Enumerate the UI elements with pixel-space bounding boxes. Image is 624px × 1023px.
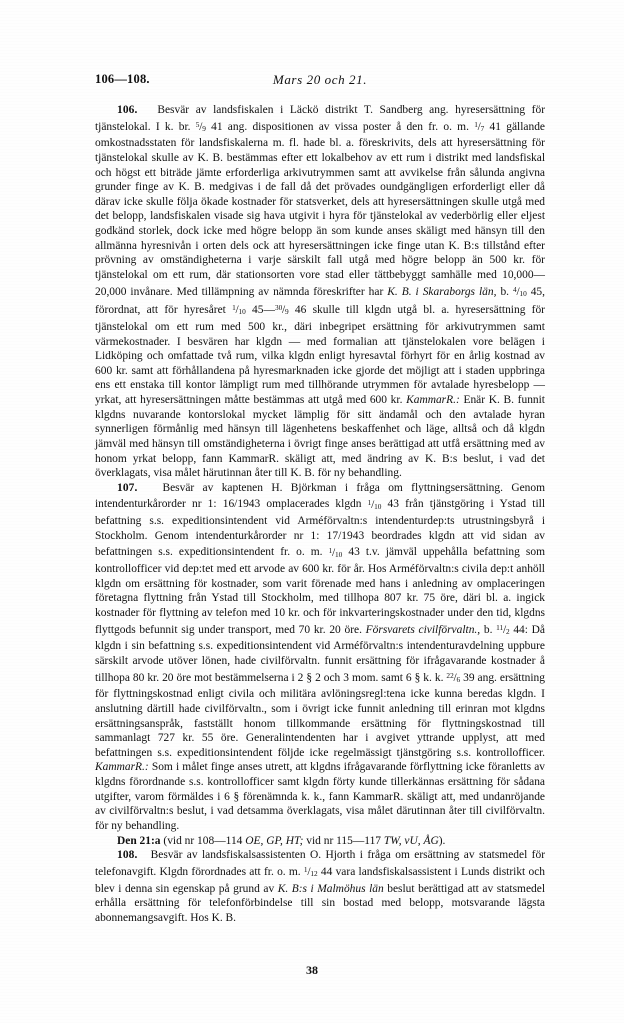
running-head-date: Mars 20 och 21. — [272, 72, 368, 87]
entry-number-106: 106. — [117, 104, 138, 116]
entry-106-text-8: Enär K. B. funnit klgdns nuvarande kontorslokal mycket lämplig för sitt ändamål och den avtalade hyran synnerligen förmånlig med hänsyn till lägenhetens beskaffenhet och läge, alltså och då klgdn jämväl med hänsyn till omständigheterna i övrigt finge anses berättigad att utfå ersättning med av honom yrkat belopp, fann KammarR. skäligt att, med ändring av K. B:s beslut, i vad det överklagats, visa målet härutinnan åter till K. B. för ny behandling. — [95, 394, 545, 480]
session-text-1: (vid nr 108—114 — [160, 834, 246, 847]
entry-107-text-5: 44: Då klgdn i sin befattning s.s. expeditionsintendent vid Arméförvaltn:s intendenturavdelning uppbure särskilt arvode utöver lönen, hade civilförvaltn. funnit ersättning för ifrågavarande kostnader å tillhopa 80 kr. 20 öre mot bestämmelserna i 2 § 2 och 3 mom. samt 6 § k. k. — [95, 623, 545, 684]
entry-107-authority-1: Försvarets civilförvaltn., — [365, 623, 481, 636]
entry-107-court-label: KammarR.: — [95, 761, 149, 774]
entry-107-text-4: b. — [480, 623, 497, 636]
session-text-3: ). — [438, 834, 446, 847]
entry-106-text-7: 46 skulle till klgdn utgå bl. a. hyresersättning för tjänstelokal om ett rum med 500 kr., däri inbegripet ersättning för arkivutrymmen samt värmekostnader. I besvären har klgdn — med formalian att tjänstelokalen vore belägen i Lidköping och omfattade två rum, vilka klgdn enligt hyresavtal förhyrt för en årlig kostnad av 600 kr. samt att förhållandena på hyresmarknaden icke gjorde det möjligt att i staden uppbringa ens ett enstaka till kontor lämpligt rum med tillhörande utrymmen för avtalade hyresbelopp — yrkat, att hyresersättningen måtte bestämmas att utgå med 600 kr. — [95, 304, 545, 407]
fraction: $^1$/12 — [303, 864, 318, 878]
fraction: $^5$/9 — [195, 119, 206, 133]
session-text-2: vid nr 115—117 — [303, 834, 384, 847]
entry-107-text-2: 43 från tjänstgöring i Ystad till befattning s.s. expeditionsintendent vid Arméförvaltn:s intendenturdep:ts utrustningsbyrå i Stockholm. Genom intendenturkårorder nr 1: 17/1943 beordrades klgdn att vid sidan av befattningen s.s. expeditionsintendent fr. o. m. — [95, 498, 545, 559]
fraction: $^1$/7 — [474, 119, 485, 133]
session-judges-1: OE, GP, HT; — [245, 834, 304, 847]
entry-106-authority-1: K. B. i Skaraborgs län, — [387, 285, 497, 298]
fraction: $^1$/10 — [328, 545, 343, 559]
fraction: $^{22}$/6 — [446, 670, 461, 684]
entry-108 — [95, 848, 545, 925]
session-date-label: Den 21:a — [117, 834, 161, 847]
session-judges-2: TW, vU, ÅG — [383, 834, 439, 847]
entry-108-text-1: Besvär av landsfiskalsassistenten O. Hjorth i fråga om ersättning av statsmedel för telefonavgift. Klgdn förordnades att fr. o. m. — [95, 849, 545, 878]
fraction: $^1$/10 — [367, 497, 382, 511]
entry-107-text-7: Som i målet finge anses utrett, att klgdns ifrågavarande förflyttning icke föranletts av klgdns förordnande s.s. kontrollofficer samt klgdn förty kunde tillerkännas ersättning för sådana utgifter, varom förmäldes i 6 § förenämnda k. k., fann KammarR. skäligt att, med undanröjande av civilförvaltn:s beslut, i vad detsamma överklagats, visa målet därutinnan åter till civilförvaltn. för ny behandling. — [95, 761, 545, 832]
entry-number-107: 107. — [117, 481, 138, 494]
session-line — [95, 834, 545, 849]
entry-108-text-2: 44 vara landsfiskalsassistent i Lunds distrikt och blev i denna sin egenskap på grund av — [95, 865, 546, 895]
entry-107-text-6: 39 ang. ersättning för flyttningskostnad enligt civila och militära avlöningsregl:tena icke kunna beredas klgdn. I anslutning därtill hade civilförvaltn., som i övrigt icke funnit anledning till erinran mot klgdns ersättningsanspråk, fastställt honom tillkommande ersättning för flyttningskostnad till sammanlagt 727 kr. 55 öre. Generalintendenten har i avgivet yttrande upplyst, att med befattningen s.s. expeditionsintendent följde icke regelmässigt tjänstgöring s.s. kontrollofficer. — [95, 671, 545, 759]
entry-106 — [95, 103, 545, 481]
fraction: $^{30}$/9 — [274, 303, 289, 317]
entry-106-text-1: Besvär av landsfiskalen i Läckö distrikt T. Sandberg ang. hyresersättning för tjänstelokal. I k. br. — [95, 104, 546, 133]
fraction: $^1$/10 — [232, 303, 246, 317]
page-number: 38 — [306, 963, 318, 977]
entry-106-text-3: 41 gällande omkostnadsstaten för landsfiskalerna m. fl. hade bl. a. föreskrivits, dels att hyresersättning för tjänstelokal skulle av K. B. bestämmas efter ett lokalbehov av ett rum i distrikt med landsfiskal och högst ett biträde jämte erforderliga arkivutrymmen samt att avvikelse från sålunda angivna grunder finge av K. B. medgivas i de fall då det prövades oundgängligen erforderligt eller då därav icke skulle följa ökade kostnader för statsverket, dels att hyresersättningen skulle utgå med det belopp, landsfiskalen visade sig hava utgivit i hyra för tjänstelokal av vederbörlig eller eljest godkänd storlek, dock icke med högre belopp än som kunde anses skäligt med hänsyn till den allmänna hyresnivån i orten dels ock att hyresersättningen icke finge utan K. B:s tillstånd efter prövning av omständigheterna i varje särskilt fall utgå med högre belopp än 500 kr. för tjänstelokal om ett rum, där stationsorten vore stad eller tättbebyggt samhälle med 10,000—20,000 invånare. Med tillämpning av nämnda föreskrifter har — [95, 120, 545, 298]
fraction: $^{11}$/2 — [496, 622, 510, 636]
text-column — [95, 103, 545, 925]
entry-107-text-3: 43 t.v. jämväl uppehålla befattning som kontrollofficer vid dep:tet med ett arvode av 600 kr. för år. Hos Arméförvaltn:s civila dep:t anhöll klgdn om ersättning för kostnader, som varit förenade med hans i anledning av omplaceringen företagna flyttning från Ystad till Stockholm, med tillhopa 807 kr. 75 öre, däri bl. a. ingick kostnader för flyttning av telefon med 10 kr. och för inkvarteringskostnader under den tid, klgdns flyttgods befunnit sig under transport, med 70 kr. 20 öre. — [95, 546, 545, 636]
fraction: $^4$/10 — [513, 284, 527, 298]
entry-106-text-5: 45, förordnat, att för hyresåret — [95, 285, 546, 317]
entry-106-text-6: 45— — [245, 304, 275, 317]
entry-number-108: 108. — [117, 849, 138, 862]
entry-106-text-4: b. — [496, 285, 514, 298]
running-head-entry-range: 106—108. — [95, 72, 150, 86]
entry-108-text-3: beslut berättigad att av statsmedel erhålla ersättning för telefonförbindelse till sin bostad med belopp, motsvarande lägsta abonnemangsavgift. Hos K. B. — [95, 882, 545, 924]
entry-107-text-1: Besvär av kaptenen H. Björkman i fråga om flyttningsersättning. Genom intendenturkårorder nr 1: 16/1943 omplacerades klgdn — [95, 481, 545, 511]
running-head — [95, 72, 545, 90]
entry-106-court-label: KammarR.: — [406, 394, 460, 407]
entry-107 — [95, 481, 545, 834]
entry-106-text-2: 41 ang. dispositionen av vissa poster å den fr. o. m. — [205, 120, 475, 133]
entry-108-authority-1: K. B:s i Malmöhus län — [277, 882, 384, 895]
